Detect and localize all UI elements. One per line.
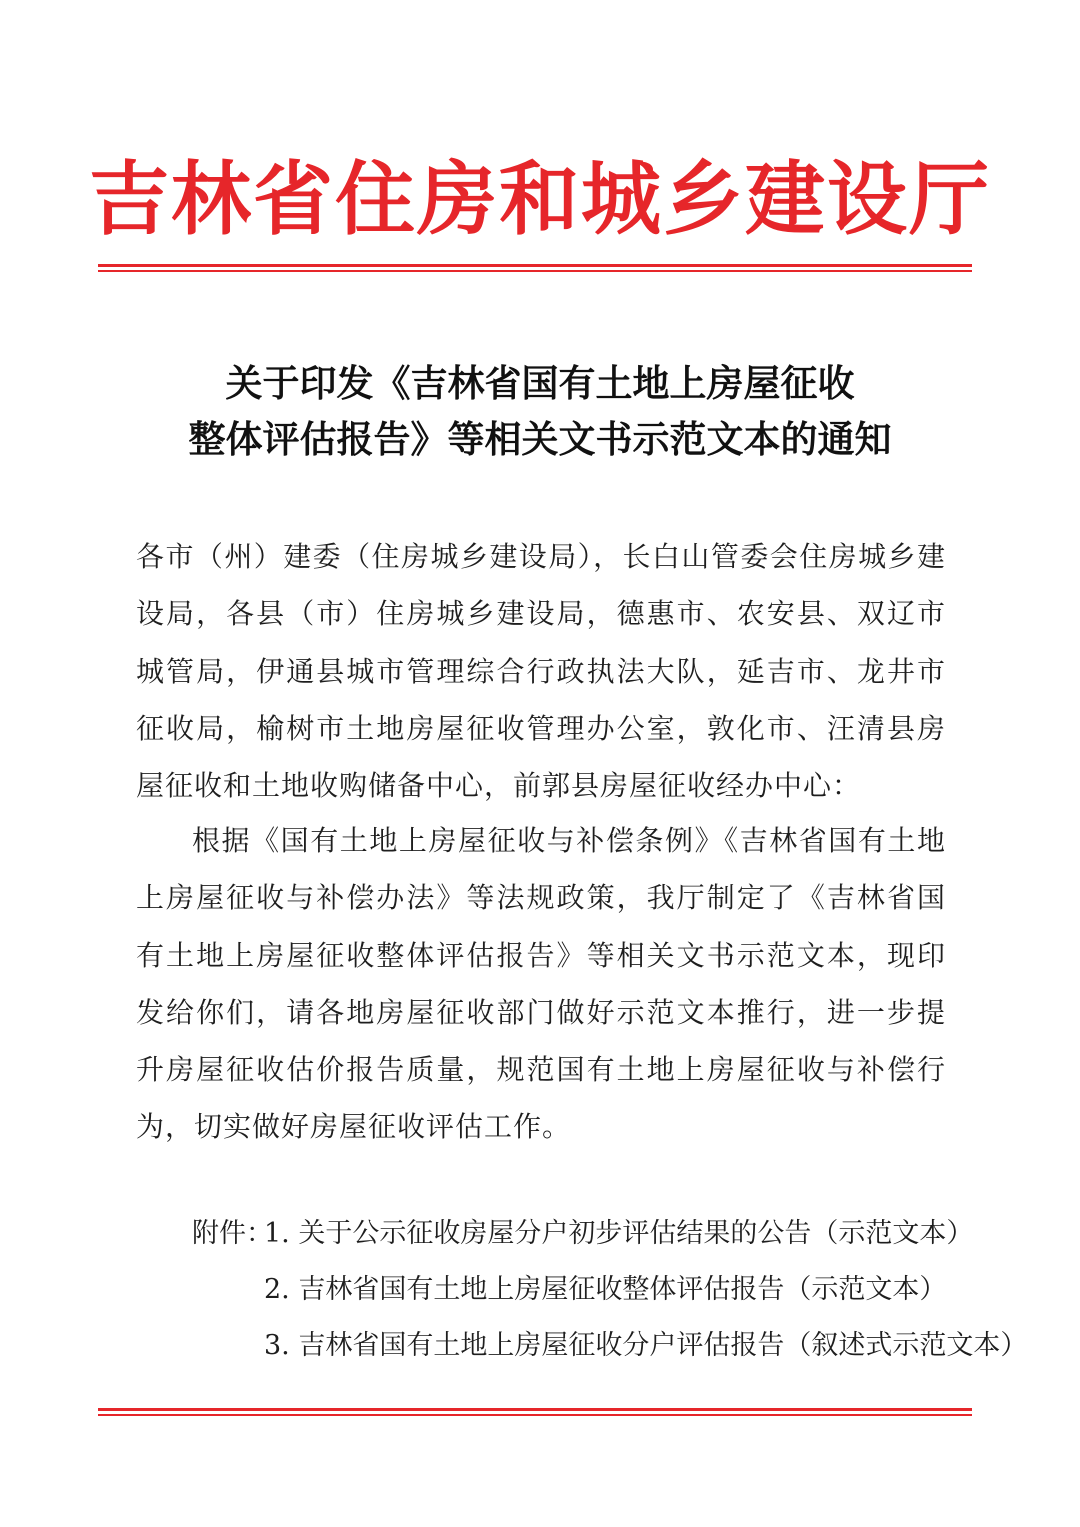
attachment-item-text: 2. 吉林省国有土地上房屋征收整体评估报告（示范文本） xyxy=(264,1274,947,1305)
addressee-paragraph: 各市（州）建委（住房城乡建设局），长白山管委会住房城乡建设局，各县（市）住房城乡建设局，德惠市、农安县、双辽市城管局，伊通县城市管理综合行政执法大队，延吉市、龙井市征收局，榆树市土地房屋征收管理办公室，敦化市、汪清县房屋征收和土地收购储备中心，前郭县房屋征收经办中心： xyxy=(136,540,946,803)
attachment-item xyxy=(192,1206,974,1262)
title-line-2: 整体评估报告》等相关文书示范文本的通知 xyxy=(188,417,892,461)
document-title xyxy=(100,355,980,467)
org-letterhead: 吉林省住房和城乡建设厅 xyxy=(89,153,991,246)
header-divider-thin xyxy=(98,270,972,272)
attachment-item xyxy=(192,1262,952,1318)
attachment-item-text: 1. 关于公示征收房屋分户初步评估结果的公告（示范文本） xyxy=(264,1218,974,1249)
footer-divider-thin xyxy=(98,1414,972,1416)
body-paragraph: 根据《国有土地上房屋征收与补偿条例》《吉林省国有土地上房屋征收与补偿办法》等法规政策，我厅制定了《吉林省国有土地上房屋征收整体评估报告》等相关文书示范文本，现印发给你们，请各地房屋征收部门做好示范文本推行，进一步提升房屋征收估价报告质量，规范国有土地上房屋征收与补偿行为，切实做好房屋征收评估工作。 xyxy=(136,824,946,1144)
attachments-label: 附件： xyxy=(192,1218,273,1249)
attachment-item-text: 3. 吉林省国有土地上房屋征收分户评估报告（叙述式示范文本） xyxy=(264,1330,1028,1361)
attachment-item xyxy=(192,1318,1028,1374)
title-line-1: 关于印发《吉林省国有土地上房屋征收 xyxy=(225,361,855,405)
footer-divider-thick xyxy=(98,1408,972,1411)
attachments-list xyxy=(192,1206,1028,1374)
header-divider-thick xyxy=(98,264,972,267)
